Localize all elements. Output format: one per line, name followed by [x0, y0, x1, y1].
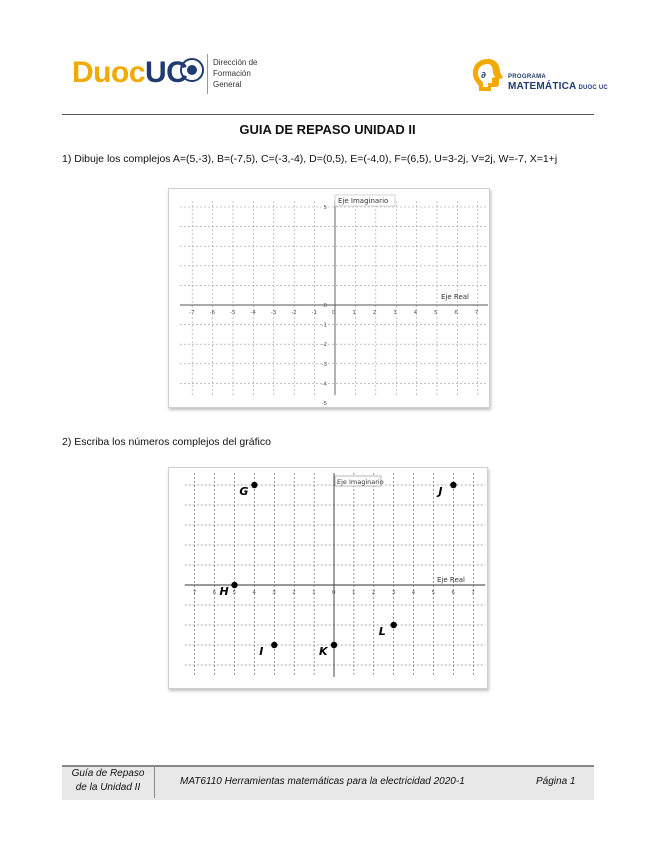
graph-1-x-tick: 3 [393, 310, 397, 316]
footer-divider [154, 767, 155, 798]
math-program-head-icon [469, 56, 507, 94]
graph-2-x-tick: 6 [451, 590, 455, 596]
graph-2-x-tick: 5 [232, 590, 236, 596]
graph-1-imag-label: Eje Imaginario [338, 197, 389, 205]
graph-1-x-tick: 6 [454, 310, 458, 316]
graph-2-x-tick: 0 [332, 590, 336, 596]
graph-1-x-tick: 2 [372, 310, 377, 316]
program-name: MATEMÁTICA DUOC UC [508, 81, 608, 92]
graph-1-x-tick: 5 [434, 310, 438, 316]
graph-1 [168, 188, 490, 408]
graph-2-x-tick: 7 [471, 590, 475, 596]
svg-text:∂: ∂ [481, 71, 486, 81]
graph-2-point-label-g: G [239, 485, 249, 498]
graph-2-x-tick: 1 [312, 590, 316, 596]
graph-2-svg [169, 468, 487, 688]
graph-1-y-tick: -2 [321, 342, 327, 349]
graph-1-y-tick: -4 [321, 381, 327, 388]
header-divider [207, 54, 208, 94]
graph-2-point-h [231, 582, 237, 588]
graph-1-x-tick: 7 [474, 310, 479, 316]
program-label: PROGRAMA [508, 74, 547, 80]
graph-1-y-tick: -3 [321, 361, 327, 368]
question-2: 2) Escriba los números complejos del gráfico [62, 436, 271, 448]
graph-2-imag-label: Eje Imaginario [337, 478, 384, 486]
graph-1-y-tick: -1 [321, 322, 327, 329]
graph-2-x-tick: 3 [391, 590, 396, 596]
graph-1-y-tick: -5 [321, 401, 327, 407]
graph-1-svg [169, 189, 489, 407]
graph-2-point-i [271, 642, 277, 648]
graph-2-real-label: Eje Real [437, 576, 465, 584]
direction-text: Dirección de Formación General [213, 58, 258, 89]
graph-2-point-label-j: J [438, 485, 443, 498]
graph-2-x-tick: 2 [371, 590, 376, 596]
graph-2-point-label-h: H [219, 585, 229, 598]
page-title: GUIA DE REPASO UNIDAD II [239, 122, 416, 137]
graph-2-x-tick: 5 [431, 590, 435, 596]
graph-2-x-tick: 4 [411, 590, 416, 596]
graph-1-x-tick: -6 [209, 310, 216, 316]
header-rule [62, 114, 594, 115]
graph-2-point-l [391, 622, 397, 628]
graph-1-y-tick: 0 [323, 303, 327, 309]
graph-1-x-tick: 0 [332, 310, 336, 316]
question-1: 1) Dibuje los complejos A=(5,-3), B=(-7,5), C=(-3,-4), D=(0,5), E=(-4,0), F=(6,5), U=3-2j, V=2j, W=-7, X=1+j [62, 153, 558, 165]
graph-2-point-label-i: I [259, 645, 264, 658]
graph-2-x-tick: 3 [272, 590, 276, 596]
duoc-uc-logo: DuocUC [72, 56, 188, 89]
graph-1-x-tick: -1 [311, 310, 318, 316]
graph-2-point-j [450, 482, 456, 488]
graph-2-x-tick: 4 [252, 590, 256, 596]
graph-2-x-tick: 1 [351, 590, 356, 596]
graph-1-x-tick: -5 [230, 310, 236, 316]
graph-1-x-tick: -4 [250, 310, 256, 316]
footer-course: MAT6110 Herramientas matemáticas para la electricidad 2020-1 [180, 776, 465, 787]
graph-1-y-tick: 5 [323, 205, 327, 211]
graph-1-x-tick: -7 [189, 310, 195, 316]
graph-1-x-tick: 1 [352, 310, 356, 316]
graph-2-point-k [331, 642, 337, 648]
graph-2-x-tick: 6 [212, 590, 217, 596]
graph-1-real-label: Eje Real [441, 293, 469, 301]
graph-1-x-tick: -2 [291, 310, 297, 316]
graph-1-x-tick: 4 [413, 310, 418, 316]
footer-page-number: Página 1 [536, 776, 576, 787]
graph-2 [168, 467, 488, 689]
graph-1-x-tick: -3 [270, 310, 277, 316]
graph-2-point-g [251, 482, 257, 488]
footer-guide-name: Guía de Repaso de la Unidad II [71, 768, 145, 793]
duoc-seal-icon [180, 58, 204, 82]
graph-2-x-tick: 2 [292, 590, 296, 596]
graph-2-point-label-k: K [319, 645, 328, 658]
graph-2-x-tick: 7 [192, 590, 197, 596]
graph-2-point-label-l: L [378, 625, 386, 638]
